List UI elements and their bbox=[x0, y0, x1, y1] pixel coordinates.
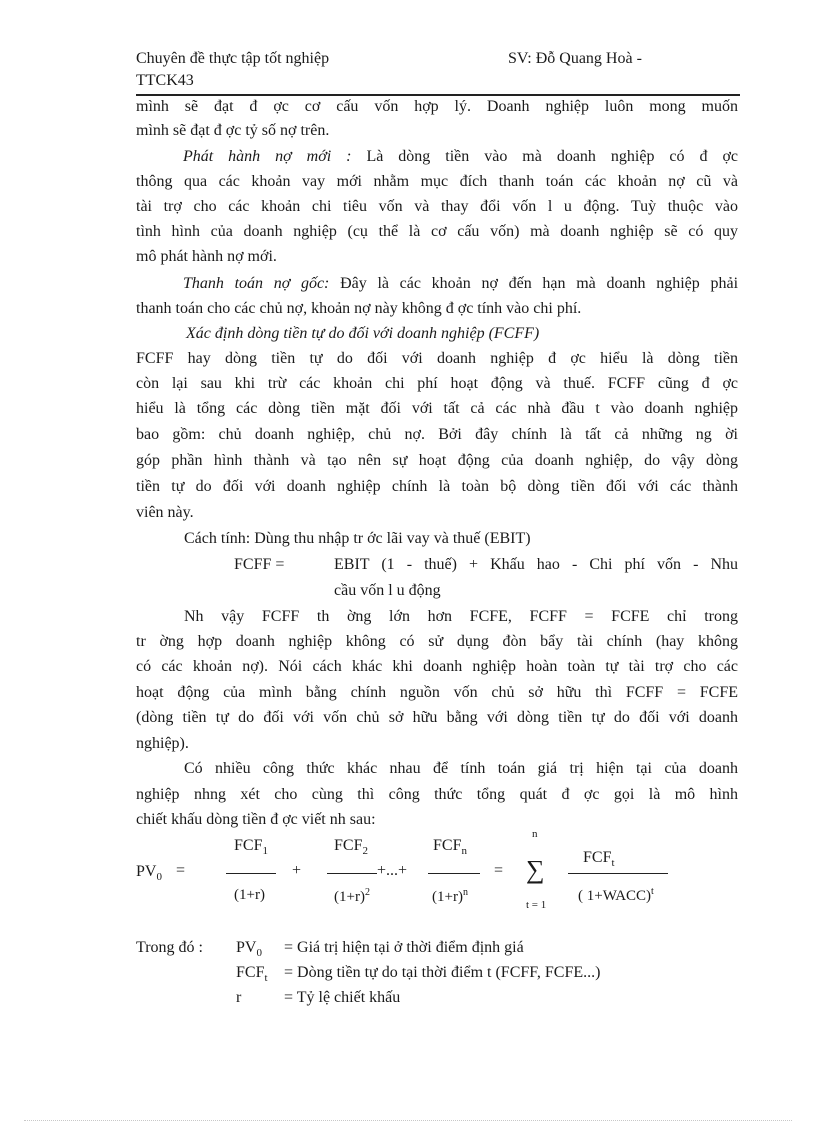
text-line: tài trợ cho các khoản chi tiêu vốn và thay đổi vốn l u động. Tuỳ thuộc vào bbox=[136, 198, 738, 215]
header-class: TTCK43 bbox=[136, 72, 194, 89]
where-symbol: $PV_0$ bbox=[236, 939, 262, 960]
text-line: mình sẽ đạt đ ợc cơ cấu vốn hợp lý. Doanh nghiệp luôn mong muốn bbox=[136, 98, 738, 115]
where-intro: Trong đó : bbox=[136, 939, 203, 956]
numerator-2: $FCF_2$ bbox=[334, 837, 368, 858]
text-line: nghiệp nhng xét cho cùng thì công thức tổng quát đ ợc gọi là mô hình bbox=[136, 786, 738, 803]
para-text: Là dòng tiền vào mà doanh nghiệp có đ ợc bbox=[366, 148, 739, 165]
para-issue-debt bbox=[136, 148, 738, 172]
section-heading: Xác định dòng tiền tự do đối với doanh nghiệp (FCFF) bbox=[186, 325, 540, 342]
text-line: còn lại sau khi trừ các khoản chi phí hoạt động và thuế. FCFF cũng đ ợc bbox=[136, 375, 738, 392]
equals-sign: = bbox=[176, 862, 186, 879]
fraction-bar bbox=[428, 873, 480, 874]
text-line: nghiệp). bbox=[136, 735, 189, 752]
calc-lhs: FCFF = bbox=[234, 556, 285, 573]
where-symbol: r bbox=[236, 989, 242, 1006]
ellipsis-sum: +...+ bbox=[377, 862, 408, 879]
text-line: thông qua các khoản vay mới nhằm mục đích thanh toán các khoản nợ cũ và bbox=[136, 173, 738, 190]
where-definition: = Tỷ lệ chiết khấu bbox=[284, 989, 401, 1006]
fraction-bar bbox=[226, 873, 276, 874]
text-line: góp phần hình thành và tạo nên sự hoạt động của doanh nghiệp, do vậy dòng bbox=[136, 452, 738, 469]
text-line: FCFF hay dòng tiền tự do đối với doanh nghiệp đ ợc hiểu là dòng tiền bbox=[136, 350, 738, 367]
calc-rhs-cont: cầu vốn l u động bbox=[334, 582, 441, 599]
text-line: Nh vậy FCFF th ờng lớn hơn FCFE, FCFF = FCFE chỉ trong bbox=[184, 608, 738, 625]
sum-upper: n bbox=[532, 828, 538, 840]
text-line: thanh toán cho các chủ nợ, khoản nợ này không đ ợc tính vào chi phí. bbox=[136, 300, 582, 317]
text-line: có các khoản nợ). Nói cách khác khi doanh nghiệp hoàn toàn tự tài trợ cho các bbox=[136, 658, 738, 675]
header-rule bbox=[136, 94, 740, 96]
text-line: tiền tự do đối với doanh nghiệp chính là toàn bộ dòng tiền đối với các thành bbox=[136, 478, 738, 495]
text-line: mình sẽ đạt đ ợc tỷ số nợ trên. bbox=[136, 122, 330, 139]
sum-lower: t = 1 bbox=[526, 899, 547, 911]
numerator-t: $FCF_t$ bbox=[583, 849, 615, 870]
plus-sign: + bbox=[292, 862, 302, 879]
denominator-n: $(1+r)^n$ bbox=[432, 887, 468, 905]
fraction-bar bbox=[327, 873, 377, 874]
calc-line: Cách tính: Dùng thu nhập tr ớc lãi vay và thuế (EBIT) bbox=[184, 530, 531, 547]
denominator-wacc: ( 1+WACC)$^t$ bbox=[578, 886, 654, 904]
text-line: tình hình của doanh nghiệp (cụ thể là cơ cấu vốn) mà doanh nghiệp sẽ có quy bbox=[136, 223, 738, 240]
text-line: viên này. bbox=[136, 504, 194, 521]
pv-symbol: $PV_0$ bbox=[136, 863, 162, 884]
text-line: mô phát hành nợ mới. bbox=[136, 248, 277, 265]
where-definition: = Giá trị hiện tại ở thời điểm định giá bbox=[284, 939, 524, 956]
text-line: (dòng tiền tự do đối với vốn chủ sở hữu bằng với dòng tiền tự do đối với doanh bbox=[136, 709, 738, 726]
text-line: Có nhiều công thức khác nhau để tính toán giá trị hiện tại của doanh bbox=[184, 760, 738, 777]
numerator-n: $FCF_n$ bbox=[433, 837, 467, 858]
text-line: chiết khấu dòng tiền đ ợc viết nh sau: bbox=[136, 811, 376, 828]
text-line: hoạt động của mình bằng chính nguồn vốn chủ sở hữu thì FCFF = FCFE bbox=[136, 684, 738, 701]
header-title: Chuyên đề thực tập tốt nghiệp bbox=[136, 50, 330, 67]
denominator-2: $(1+r)^2$ bbox=[334, 887, 370, 905]
numerator-1: $FCF_1$ bbox=[234, 837, 268, 858]
where-definition: = Dòng tiền tự do tại thời điểm t (FCFF, FCFE...) bbox=[284, 964, 601, 981]
header-student: SV: Đỗ Quang Hoà - bbox=[508, 50, 642, 67]
para-principal bbox=[136, 275, 738, 299]
text-line: hiểu là tổng các dòng tiền mặt đối với tất cả các nhà đầu t vào doanh nghiệp bbox=[136, 400, 738, 417]
text-line: tr ờng hợp doanh nghiệp không có sử dụng đòn bẩy tài chính (hay không bbox=[136, 633, 738, 650]
calc-rhs: EBIT (1 - thuế) + Khấu hao - Chi phí vốn - Nhu bbox=[334, 556, 738, 573]
denominator-1: (1+r) bbox=[234, 887, 265, 903]
text-line: bao gồm: chủ doanh nghiệp, chủ nợ. Bởi đây chính là tất cả những ng ời bbox=[136, 426, 738, 443]
sigma-icon: ∑ bbox=[526, 855, 545, 884]
page-footer-divider bbox=[24, 1120, 792, 1121]
para-label: Thanh toán nợ gốc: bbox=[183, 275, 330, 292]
equals-sign: = bbox=[494, 862, 504, 879]
para-label: Phát hành nợ mới : bbox=[183, 148, 352, 165]
fraction-bar bbox=[568, 873, 668, 874]
where-symbol: $FCF_t$ bbox=[236, 964, 268, 985]
para-text: Đây là các khoản nợ đến hạn mà doanh nghiệp phải bbox=[340, 275, 739, 292]
